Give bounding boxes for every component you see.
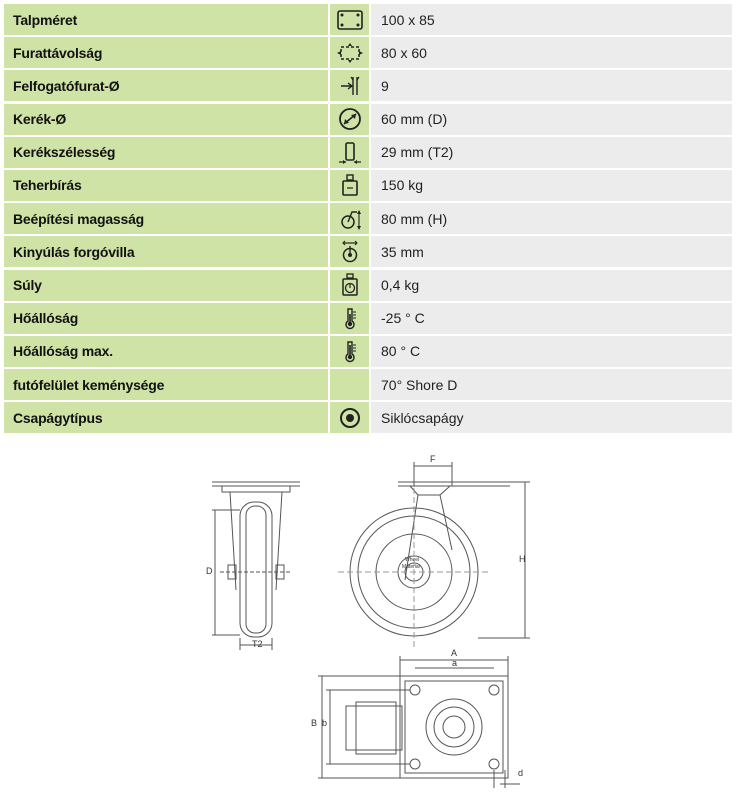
bolt-hole-icon — [330, 70, 369, 101]
spec-label: Beépítési magasság — [4, 203, 328, 234]
side-view — [338, 462, 530, 650]
wheel-marking-line2: Material — [402, 564, 420, 570]
spec-label: Hőállóság max. — [4, 336, 328, 367]
spec-label: Teherbírás — [4, 170, 328, 201]
spec-label: Furattávolság — [4, 37, 328, 68]
dim-label-b-lower: b — [322, 718, 328, 728]
spec-label: Talpméret — [4, 4, 328, 35]
spec-label: Kerékszélesség — [4, 137, 328, 168]
spec-value: 29 mm (T2) — [371, 137, 732, 168]
spec-label: Kinyúlás forgóvilla — [4, 236, 328, 267]
spec-label: Hőállóság — [4, 303, 328, 334]
technical-drawing — [0, 440, 741, 807]
spec-row-weight-capacity — [4, 170, 732, 201]
spec-row-bearing-type — [4, 402, 732, 433]
plate-size-icon — [330, 4, 369, 35]
spec-row-wheel-diameter — [4, 104, 732, 135]
spec-row-wheel-width — [4, 137, 732, 168]
spec-table — [4, 4, 732, 435]
spec-value: 35 mm — [371, 236, 732, 267]
wheel-diameter-icon — [330, 104, 369, 135]
dim-label-a-upper: A — [451, 648, 458, 658]
weight-capacity-icon — [330, 170, 369, 201]
plain-bearing-icon — [330, 402, 369, 433]
spec-value: 70° Shore D — [371, 369, 732, 400]
spec-label: futófelület keménysége — [4, 369, 328, 400]
spec-value: 0,4 kg — [371, 270, 732, 301]
spec-row-plate-size — [4, 4, 732, 35]
spec-row-temp-max — [4, 336, 732, 367]
thermometer-icon — [330, 336, 369, 367]
spec-row-mounting-height — [4, 203, 732, 234]
spec-value: -25 ° C — [371, 303, 732, 334]
spec-value: 80 x 60 — [371, 37, 732, 68]
dim-label-f: F — [430, 454, 436, 464]
spec-row-swivel-offset — [4, 236, 732, 267]
wheel-width-icon — [330, 137, 369, 168]
spec-row-temp-min — [4, 303, 732, 334]
dim-label-d-hole: d — [518, 768, 524, 778]
spec-value: Siklócsapágy — [371, 402, 732, 433]
thermometer-icon — [330, 303, 369, 334]
spec-value: 100 x 85 — [371, 4, 732, 35]
spec-row-tread-hardness — [4, 369, 732, 400]
dim-label-b-upper: B — [311, 718, 318, 728]
top-view — [318, 656, 520, 788]
front-view — [212, 482, 300, 650]
empty-icon-cell — [330, 369, 369, 400]
spec-row-bolt-hole — [4, 70, 732, 101]
hole-spacing-icon — [330, 37, 369, 68]
dim-label-a-lower: a — [452, 658, 458, 668]
spec-row-weight — [4, 270, 732, 301]
spec-row-hole-spacing — [4, 37, 732, 68]
dim-label-t2: T2 — [252, 639, 263, 649]
spec-label: Csapágytípus — [4, 402, 328, 433]
spec-label: Kerék-Ø — [4, 104, 328, 135]
spec-value: 9 — [371, 70, 732, 101]
spec-value: 80 mm (H) — [371, 203, 732, 234]
mounting-height-icon — [330, 203, 369, 234]
caster-drawing — [0, 440, 741, 807]
spec-value: 60 mm (D) — [371, 104, 732, 135]
spec-label: Felfogatófurat-Ø — [4, 70, 328, 101]
spec-value: 80 ° C — [371, 336, 732, 367]
dim-label-h: H — [519, 554, 526, 564]
spec-value: 150 kg — [371, 170, 732, 201]
dim-label-d: D — [206, 566, 213, 576]
spec-label: Súly — [4, 270, 328, 301]
wheel-marking-line1: Wheel — [405, 557, 420, 563]
swivel-offset-icon — [330, 236, 369, 267]
weight-icon — [330, 270, 369, 301]
